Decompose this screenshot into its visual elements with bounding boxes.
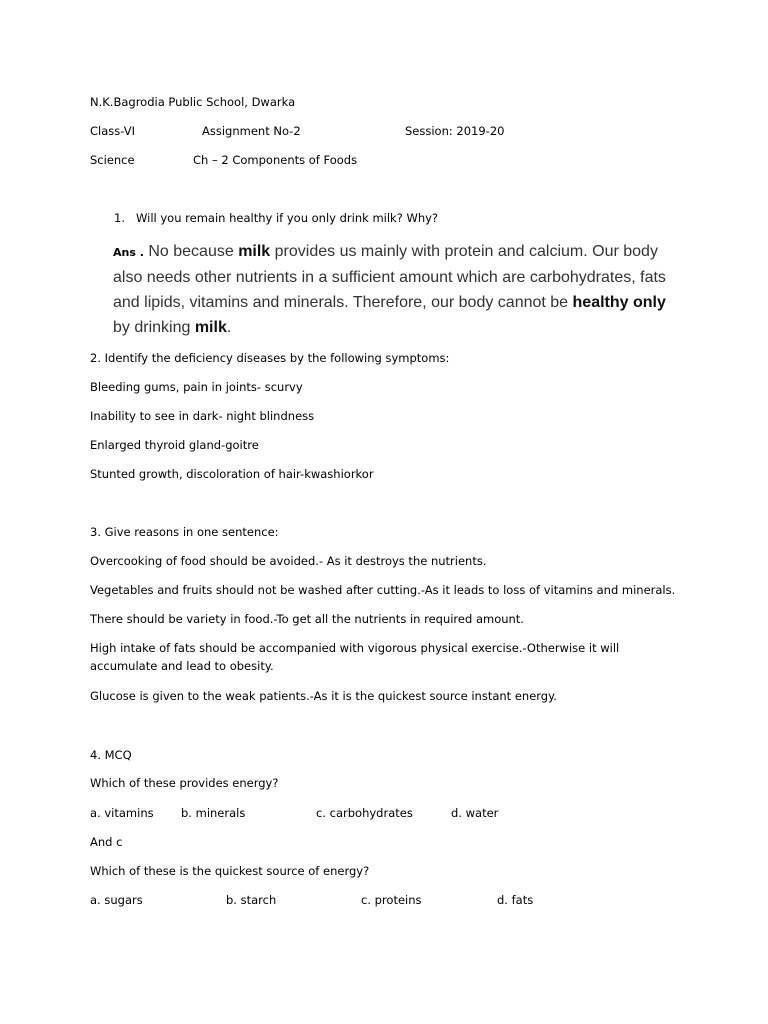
assignment-label: Assignment No-2 bbox=[202, 124, 301, 138]
answer-text: by drinking bbox=[113, 319, 195, 336]
mcq-option: d. water bbox=[451, 806, 499, 820]
list-item: Overcooking of food should be avoided.- As it destroys the nutrients. bbox=[90, 554, 487, 568]
mcq-option: a. sugars bbox=[90, 893, 143, 907]
answer-emphasis: healthy only bbox=[572, 294, 666, 311]
answer-label: Ans . bbox=[113, 246, 144, 259]
session-label: Session: 2019-20 bbox=[405, 124, 505, 138]
mcq-option: a. vitamins bbox=[90, 806, 154, 820]
mcq-option: b. minerals bbox=[181, 806, 246, 820]
mcq-question: Which of these provides energy? bbox=[90, 776, 279, 790]
answer-text: No because bbox=[143, 243, 239, 260]
question-3-heading: 3. Give reasons in one sentence: bbox=[90, 525, 279, 539]
list-item: There should be variety in food.-To get all the nutrients in required amount. bbox=[90, 612, 524, 626]
question-number: 1. bbox=[114, 211, 125, 225]
mcq-question: Which of these is the quickest source of energy? bbox=[90, 864, 370, 878]
list-item: Inability to see in dark- night blindness bbox=[90, 409, 315, 423]
mcq-option: b. starch bbox=[226, 893, 277, 907]
answer-1 bbox=[113, 239, 673, 340]
list-item: Glucose is given to the weak patients.-As it is the quickest source instant energy. bbox=[90, 689, 557, 703]
answer-text: provides us mainly with protein and calcium. Our body also needs other nutrients in a sufficient amount which are carbohydrates, fats and lipids, vitamins and minerals. Therefore, our body cannot be bbox=[113, 243, 666, 311]
question-1 bbox=[114, 211, 438, 225]
list-item: Stunted growth, discoloration of hair-kwashiorkor bbox=[90, 467, 374, 481]
answer-emphasis: milk bbox=[194, 319, 227, 336]
answer-emphasis: milk bbox=[238, 243, 271, 260]
mcq-option: c. proteins bbox=[361, 893, 422, 907]
mcq-answer: And c bbox=[90, 835, 123, 849]
answer-text: . bbox=[226, 319, 232, 336]
subject-label: Science bbox=[90, 153, 135, 167]
chapter-label: Ch – 2 Components of Foods bbox=[193, 153, 358, 167]
question-4-heading: 4. MCQ bbox=[90, 748, 132, 762]
list-item: High intake of fats should be accompanied with vigorous physical exercise.-Otherwise it will accumulate and lead to obesity. bbox=[90, 641, 620, 673]
question-text: Will you remain healthy if you only drink milk? Why? bbox=[136, 211, 439, 225]
school-name: N.K.Bagrodia Public School, Dwarka bbox=[90, 95, 296, 109]
list-item: Bleeding gums, pain in joints- scurvy bbox=[90, 380, 303, 394]
list-item: Vegetables and fruits should not be washed after cutting.-As it leads to loss of vitamins and minerals. bbox=[90, 583, 676, 597]
list-item: Enlarged thyroid gland-goitre bbox=[90, 438, 259, 452]
class-label: Class-VI bbox=[90, 124, 135, 138]
mcq-option: c. carbohydrates bbox=[316, 806, 413, 820]
mcq-option: d. fats bbox=[497, 893, 534, 907]
question-2-heading: 2. Identify the deficiency diseases by the following symptoms: bbox=[90, 351, 450, 365]
